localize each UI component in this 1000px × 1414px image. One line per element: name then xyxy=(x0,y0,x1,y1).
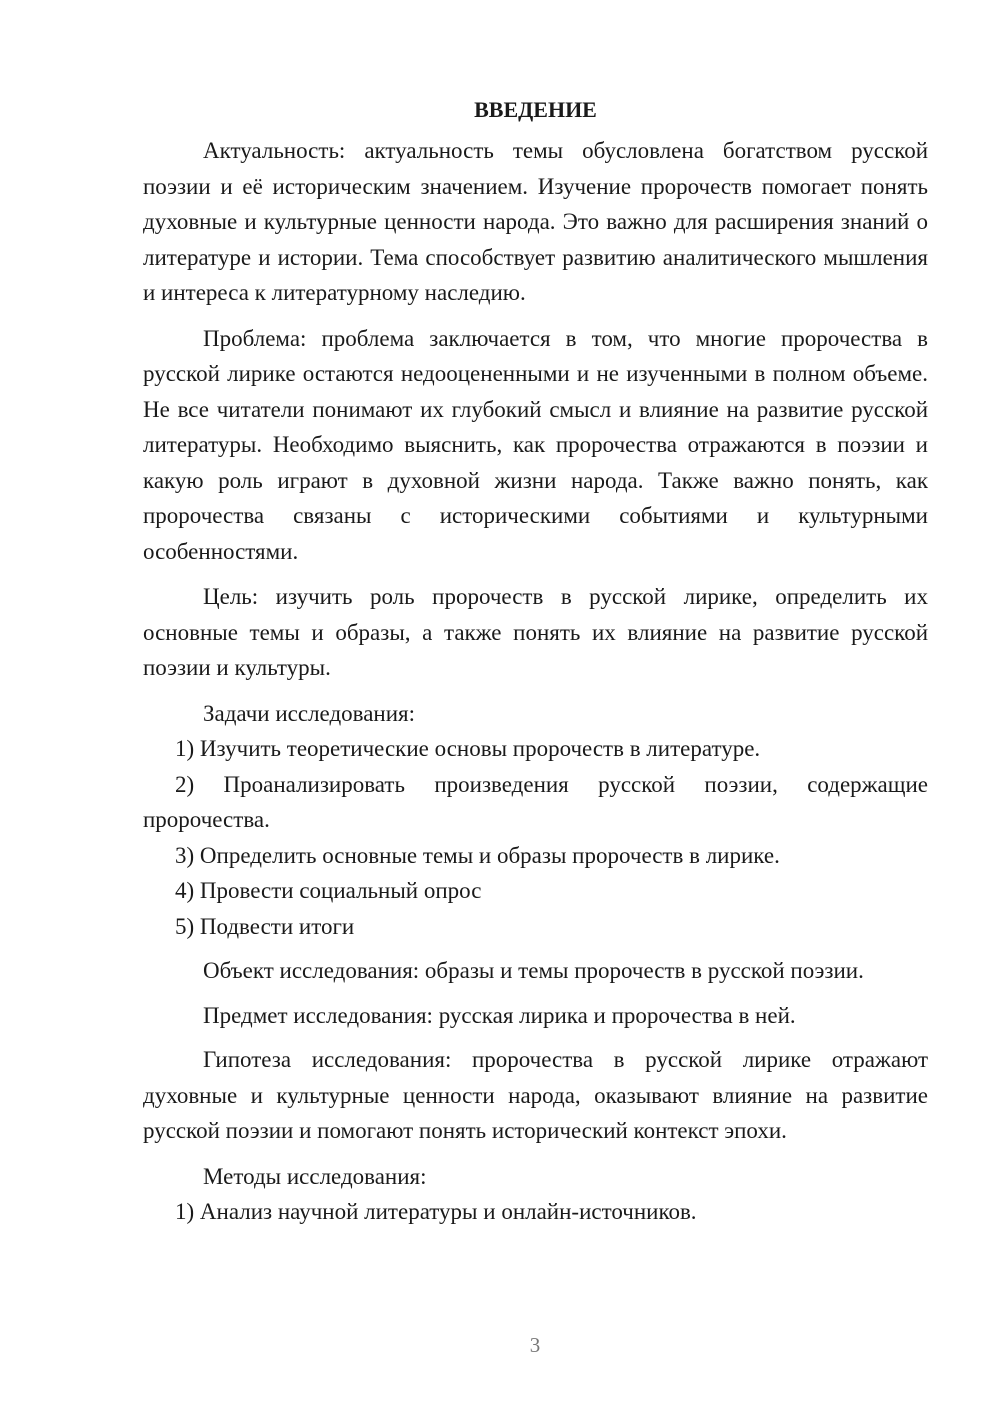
task-item-3: 3) Определить основные темы и образы пророчеств в лирике. xyxy=(175,842,780,868)
task-item-5: 5) Подвести итоги xyxy=(175,913,355,939)
hypothesis-paragraph: Гипотеза исследования: пророчества в русской лирике отражают духовные и культурные ценности народа, оказывают влияние на развитие русской поэзии и помогают понять исторический контекст эпохи. xyxy=(143,1047,928,1143)
object-paragraph: Объект исследования: образы и темы пророчеств в русской поэзии. xyxy=(203,958,864,983)
task-item-2: 2) Проанализировать произведения русской поэзии, содержащие пророчества. xyxy=(143,771,928,832)
methods-heading: Методы исследования: xyxy=(203,1163,427,1189)
task-item-4: 4) Провести социальный опрос xyxy=(175,878,482,903)
method-item-1: 1) Анализ научной литературы и онлайн-источников. xyxy=(175,1199,697,1224)
tasks-heading: Задачи исследования: xyxy=(203,700,416,726)
problem-paragraph: Проблема: проблема заключается в том, что многие пророчества в русской лирике остаются недооцененными и не изученными в полном объеме. Не все читатели понимают их глубокий смысл и влияние на развитие русской литературы. Необходимо выяснить, как пророчества отражаются в поэзии и какую роль играют в духовной жизни народа. Также важно понять, как пророчества связаны с историческими событиями и культурными особенностями. xyxy=(143,325,928,564)
task-item-1: 1) Изучить теоретические основы пророчеств в литературе. xyxy=(175,736,761,761)
subject-paragraph: Предмет исследования: русская лирика и пророчества в ней. xyxy=(203,1002,796,1028)
page-title: ВВЕДЕНИЕ xyxy=(474,97,597,122)
relevance-paragraph: Актуальность: актуальность темы обусловлена богатством русской поэзии и её историческим значением. Изучение пророчеств помогает понять духовные и культурные ценности народа. Это важно для расширения знаний о литературе и истории. Тема способствует развитию аналитического мышления и интереса к литературному наследию. xyxy=(143,138,928,305)
goal-paragraph: Цель: изучить роль пророчеств в русской лирике, определить их основные темы и образы, а также понять их влияние на развитие русской поэзии и культуры. xyxy=(143,584,928,680)
document-page xyxy=(143,95,928,1230)
page-number: 3 xyxy=(529,1333,541,1357)
